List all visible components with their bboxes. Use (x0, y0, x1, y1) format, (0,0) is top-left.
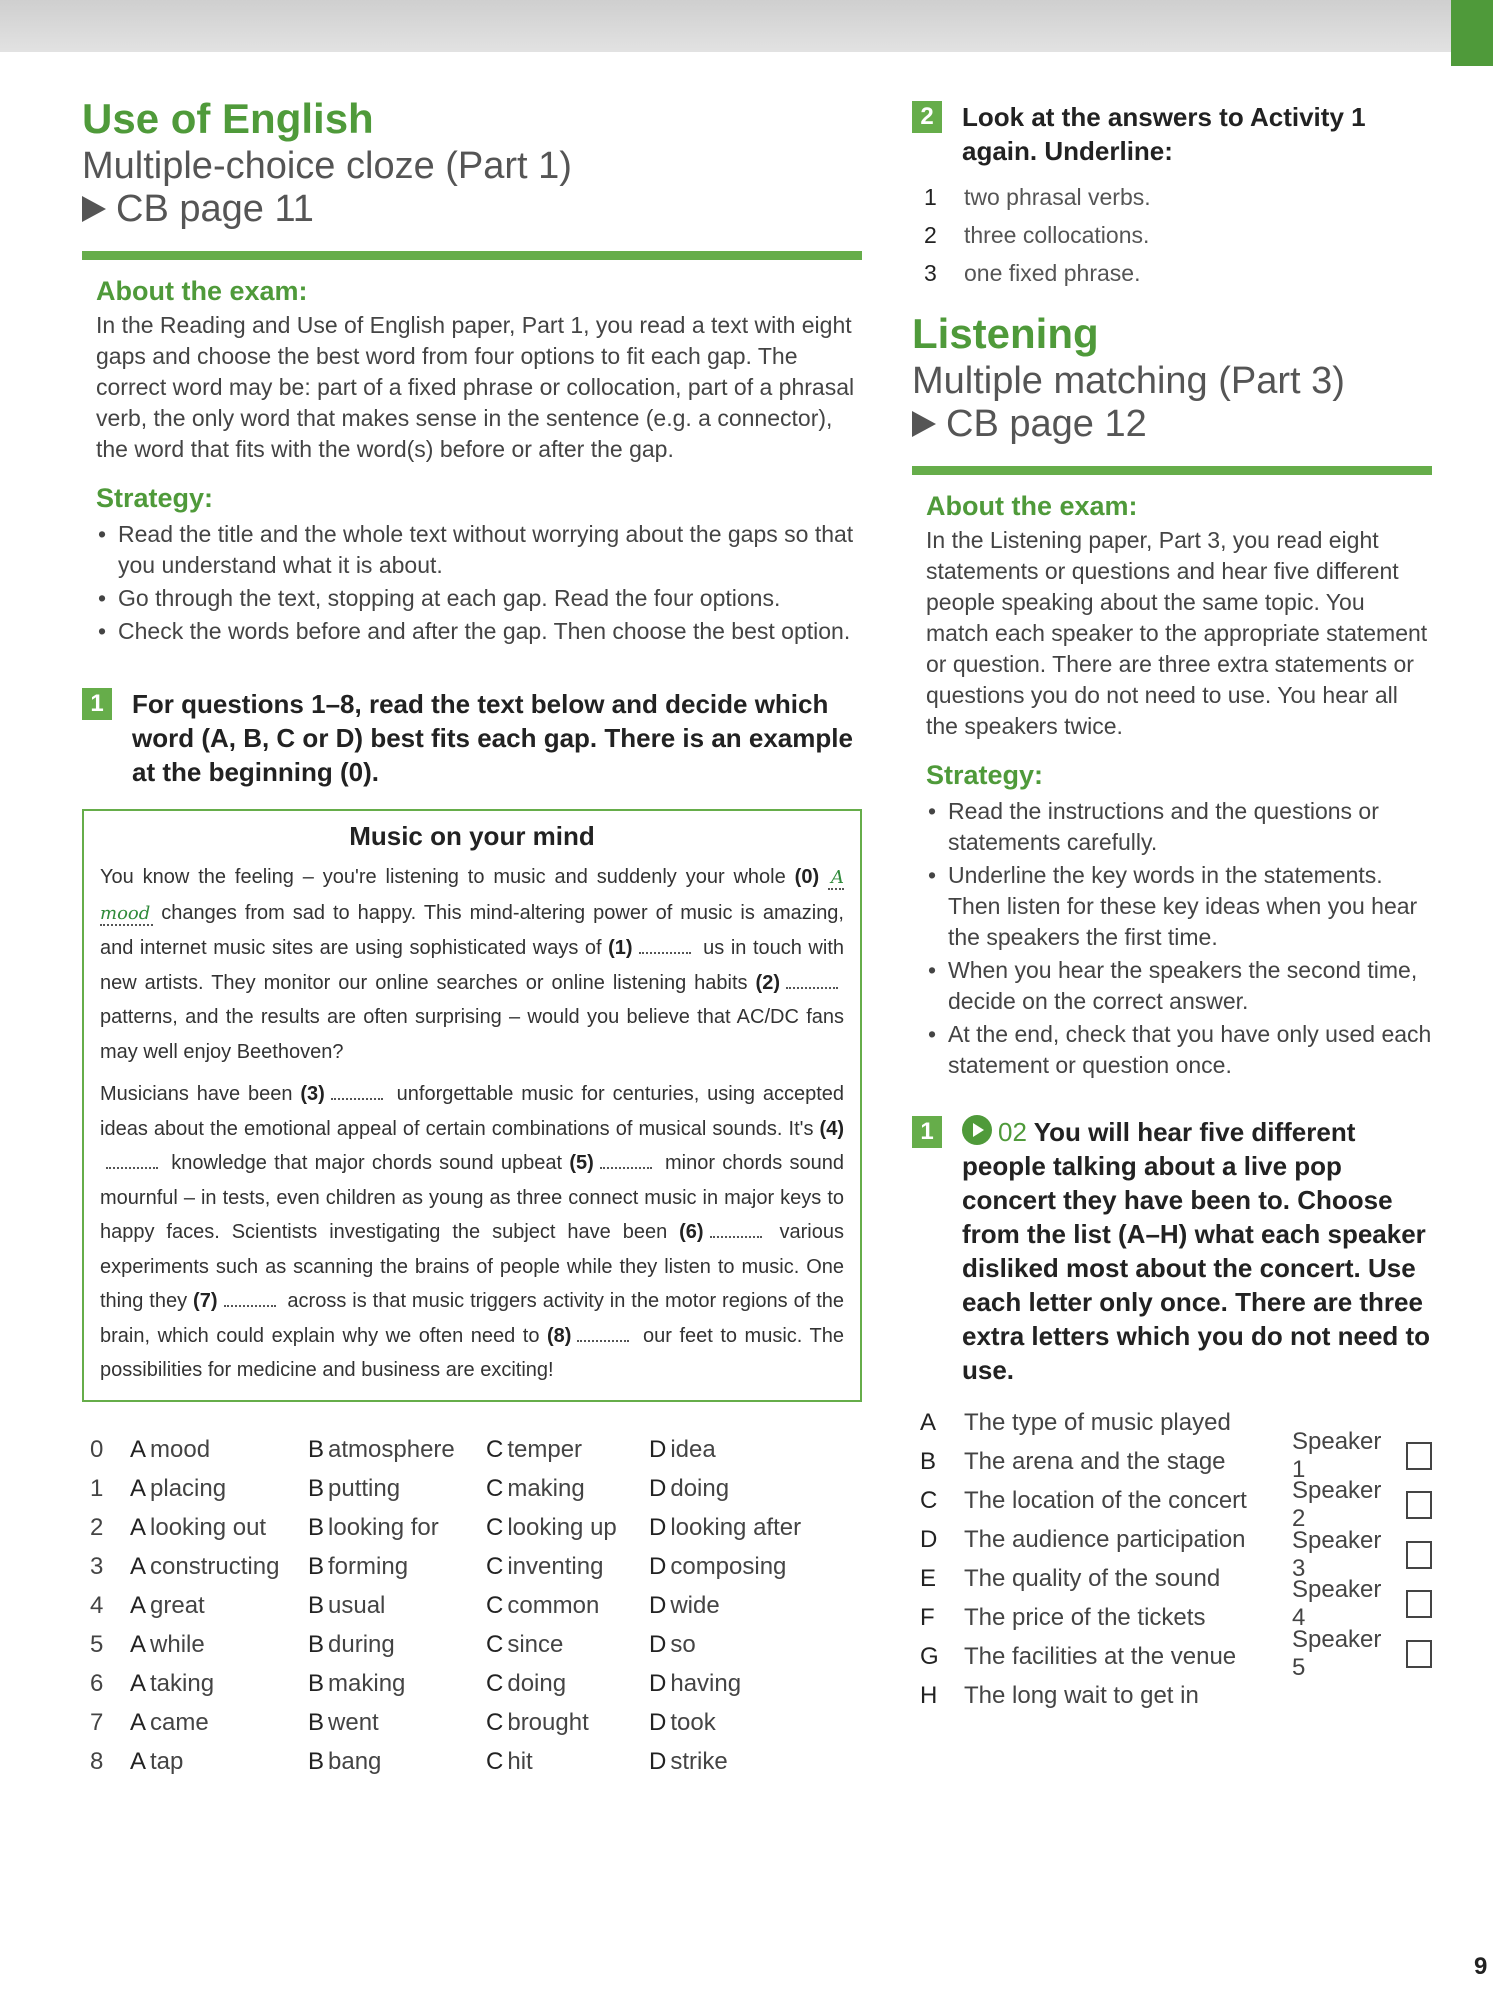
option-d[interactable] (649, 1586, 801, 1625)
speaker-label: Speaker 1 (1292, 1427, 1382, 1483)
item-number: 2 (924, 222, 937, 248)
option-d[interactable] (649, 1664, 801, 1703)
option-word: putting (328, 1474, 401, 1502)
option-letter: B (308, 1591, 325, 1619)
text-run: changes from sad to happy. This mind-altering power of music is amazing, and internet music sites are using sophisticated ways of (100, 901, 844, 959)
matching-area (912, 1403, 1432, 1715)
text-run: us in touch with new artists. They monitor our online searches or online listening habits (100, 937, 844, 994)
reading-text-box (82, 809, 862, 1402)
option-letter: A (130, 1435, 147, 1463)
option-b[interactable] (308, 1430, 486, 1469)
option-letter: B (308, 1474, 325, 1502)
bullet-icon: • (98, 521, 107, 547)
option-letter: A (130, 1513, 147, 1541)
list-item (924, 178, 1432, 216)
option-a[interactable] (130, 1508, 308, 1547)
coursebook-page: CB page 12 (946, 403, 1147, 445)
option-a[interactable] (130, 1625, 308, 1664)
option-letter: C (486, 1669, 504, 1697)
option-d[interactable] (649, 1547, 801, 1586)
answer-checkbox[interactable] (1406, 1442, 1432, 1470)
bullet-icon: • (98, 618, 107, 644)
option-c[interactable] (486, 1742, 649, 1781)
speaker-label: Speaker 2 (1292, 1477, 1382, 1533)
option-word: placing (150, 1474, 227, 1502)
strategy-item (96, 519, 862, 581)
about-exam-heading: About the exam: (926, 491, 1138, 521)
option-word: constructing (150, 1552, 280, 1580)
speaker-row (1292, 1477, 1432, 1533)
listening-instruction-text: You will hear five different people talking about a live pop concert they have been to. Choose from the list (A–H) what each speaker disliked most about the concert. Use each letter only once. There are three extra letters which you do not need to use. (962, 1117, 1431, 1385)
option-letter: B (308, 1630, 325, 1658)
option-d[interactable] (649, 1625, 801, 1664)
option-b[interactable] (308, 1742, 486, 1781)
speaker-label: Speaker 3 (1292, 1526, 1382, 1582)
question-number: 8 (90, 1747, 104, 1775)
chapter-tab (1451, 0, 1493, 66)
option-letter: D (649, 1474, 667, 1502)
option-a[interactable] (130, 1703, 308, 1742)
option-row (90, 1547, 801, 1586)
statement-letter: C (920, 1487, 938, 1514)
coursebook-page: CB page 11 (116, 188, 314, 230)
option-word: hit (507, 1747, 533, 1775)
option-c[interactable] (486, 1508, 649, 1547)
gap-number: (4) (819, 1117, 844, 1140)
gap-blank[interactable] (786, 973, 838, 989)
gap-blank[interactable] (600, 1153, 652, 1169)
triangle-arrow-icon (912, 411, 936, 437)
gap-number: (6) (679, 1221, 704, 1243)
option-letter: D (649, 1708, 667, 1736)
item-text: three collocations. (964, 222, 1150, 248)
option-b[interactable] (308, 1703, 486, 1742)
strategy-list (926, 796, 1432, 1081)
gap-number: (8) (547, 1324, 572, 1347)
option-letter: D (649, 1669, 667, 1697)
option-c[interactable] (486, 1703, 649, 1742)
text-run: unforgettable music for centuries, using accepted ideas about the emotional appeal of certain combinations of musical sounds. It's (100, 1083, 844, 1140)
item-number: 3 (924, 260, 937, 286)
option-word: looking for (328, 1513, 439, 1541)
option-word: common (507, 1591, 600, 1619)
speaker-label: Speaker 4 (1292, 1576, 1382, 1632)
statement-item (912, 1676, 1432, 1715)
strategy-item-text: Read the instructions and the questions or statements carefully. (948, 798, 1379, 855)
activity-instruction: Look at the answers to Activity 1 again. Underline: (962, 102, 1366, 166)
example-answer: A mood (100, 867, 845, 924)
page-number: 9 (1474, 1953, 1488, 1980)
text-run: across is that music triggers activity in the motor regions of the brain, which could explain why we often need to (100, 1290, 844, 1347)
text-run: various experiments such as scanning the brains of people while they listen to music. One thing they (100, 1221, 845, 1312)
option-a[interactable] (130, 1547, 308, 1586)
question-number: 6 (90, 1669, 104, 1697)
answer-options-table (90, 1430, 801, 1781)
section-title: Use of English (82, 95, 374, 142)
item-text: two phrasal verbs. (964, 184, 1151, 210)
option-word: great (150, 1591, 205, 1619)
option-a[interactable] (130, 1469, 308, 1508)
statement-letter: B (920, 1448, 937, 1475)
option-word: doing (507, 1669, 567, 1697)
text-run: our feet to music. The possibilities for medicine and business are exciting! (100, 1324, 844, 1381)
option-word: strike (670, 1747, 728, 1775)
option-letter: A (130, 1474, 147, 1502)
section-title: Listening (912, 310, 1099, 357)
option-letter: C (486, 1747, 504, 1775)
option-a[interactable] (130, 1430, 308, 1469)
bullet-icon: • (928, 957, 937, 983)
gap-blank[interactable] (710, 1222, 762, 1238)
item-text: one fixed phrase. (964, 260, 1141, 286)
statement-letter: H (920, 1682, 938, 1709)
answer-checkbox[interactable] (1406, 1590, 1432, 1618)
option-word: wide (670, 1591, 720, 1619)
option-word: while (150, 1630, 205, 1658)
option-letter: B (308, 1669, 325, 1697)
option-a[interactable] (130, 1586, 308, 1625)
answer-checkbox[interactable] (1406, 1491, 1432, 1519)
statement-text: The long wait to get in (964, 1682, 1199, 1709)
option-letter: C (486, 1591, 504, 1619)
option-letter: A (130, 1591, 147, 1619)
strategy-item-text: When you hear the speakers the second time, decide on the correct answer. (948, 957, 1418, 1014)
strategy-item (926, 796, 1432, 858)
option-word: temper (507, 1435, 583, 1463)
listening-activity-1-header (912, 1115, 1432, 1387)
question-number: 0 (90, 1435, 104, 1463)
option-row (90, 1703, 801, 1742)
question-number: 2 (90, 1513, 104, 1541)
text-title: Music on your mind (349, 821, 595, 851)
statement-text: The type of music played (964, 1409, 1231, 1436)
option-d[interactable] (649, 1742, 801, 1781)
gap-number: (5) (569, 1152, 594, 1174)
statement-text: The facilities at the venue (964, 1643, 1237, 1670)
underline-list (924, 178, 1432, 292)
option-letter: B (308, 1552, 325, 1580)
strategy-item (96, 583, 862, 614)
activity-1-header (82, 687, 862, 789)
option-word: came (150, 1708, 209, 1736)
strategy-item (926, 860, 1432, 953)
bullet-icon: • (928, 862, 937, 888)
option-b[interactable] (308, 1664, 486, 1703)
bullet-icon: • (98, 585, 107, 611)
question-number: 5 (90, 1630, 104, 1658)
statement-letter: G (920, 1643, 939, 1670)
answer-checkbox[interactable] (1406, 1640, 1432, 1668)
option-word: mood (150, 1435, 211, 1463)
option-word: inventing (507, 1552, 604, 1580)
speaker-answer-boxes (1292, 1427, 1432, 1681)
option-letter: A (130, 1747, 147, 1775)
option-letter: C (486, 1513, 504, 1541)
option-b[interactable] (308, 1508, 486, 1547)
option-letter: A (130, 1669, 147, 1697)
gap-blank[interactable] (331, 1084, 383, 1100)
option-letter: C (486, 1474, 504, 1502)
strategy-item-text: Check the words before and after the gap. Then choose the best option. (118, 618, 851, 644)
option-row (90, 1430, 801, 1469)
option-word: looking out (150, 1513, 267, 1541)
option-row (90, 1508, 801, 1547)
triangle-arrow-icon (82, 196, 106, 222)
activity-instruction: For questions 1–8, read the text below and decide which word (A, B, C or D) best fits each gap. There is an example at the beginning (0). (132, 689, 853, 787)
option-letter: D (649, 1630, 667, 1658)
option-word: tap (150, 1747, 184, 1775)
strategy-item (926, 955, 1432, 1017)
statement-text: The quality of the sound (964, 1565, 1221, 1592)
option-c[interactable] (486, 1469, 649, 1508)
coursebook-reference (82, 187, 862, 231)
option-letter: D (649, 1747, 667, 1775)
text-run: knowledge that major chords sound upbeat (164, 1152, 570, 1174)
option-word: since (507, 1630, 564, 1658)
strategy-item (926, 1019, 1432, 1081)
strategy-item-text: Go through the text, stopping at each gap. Read the four options. (118, 585, 781, 611)
use-of-english-column (82, 95, 862, 1781)
strategy-heading: Strategy: (926, 760, 1044, 790)
question-number: 1 (90, 1474, 104, 1502)
gap-number: (0) (794, 866, 820, 888)
option-letter: D (649, 1435, 667, 1463)
option-c[interactable] (486, 1664, 649, 1703)
option-b[interactable] (308, 1625, 486, 1664)
coursebook-reference (912, 402, 1432, 446)
statement-text: The location of the concert (964, 1487, 1247, 1514)
option-row (90, 1742, 801, 1781)
bullet-icon: • (928, 1021, 937, 1047)
option-word: usual (328, 1591, 386, 1619)
option-word: looking after (670, 1513, 802, 1541)
listening-column (912, 100, 1432, 1715)
option-b[interactable] (308, 1547, 486, 1586)
strategy-item (96, 616, 862, 647)
option-word: having (670, 1669, 742, 1697)
text-paragraph-1 (100, 860, 844, 1069)
option-word: doing (670, 1474, 730, 1502)
gap-number: (3) (300, 1083, 325, 1105)
speaker-row (1292, 1526, 1432, 1582)
gap-blank[interactable] (577, 1326, 629, 1342)
gap-blank[interactable] (224, 1291, 276, 1307)
option-word: took (670, 1708, 716, 1736)
scan-top-edge (0, 0, 1493, 52)
option-c[interactable] (486, 1625, 649, 1664)
answer-checkbox[interactable] (1406, 1541, 1432, 1569)
option-a[interactable] (130, 1742, 308, 1781)
option-letter: B (308, 1435, 325, 1463)
option-word: went (328, 1708, 379, 1736)
activity-number-badge: 1 (912, 1116, 942, 1148)
option-word: so (670, 1630, 696, 1658)
speaker-label: Speaker 5 (1292, 1625, 1382, 1681)
list-item (924, 216, 1432, 254)
question-number: 3 (90, 1552, 104, 1580)
option-row (90, 1664, 801, 1703)
option-word: making (328, 1669, 406, 1697)
option-letter: C (486, 1630, 504, 1658)
text-run: Musicians have been (100, 1083, 301, 1105)
option-word: taking (150, 1669, 215, 1697)
statement-letter: E (920, 1565, 937, 1592)
option-letter: B (308, 1708, 325, 1736)
question-number: 4 (90, 1591, 104, 1619)
strategy-item-text: At the end, check that you have only used each statement or question once. (948, 1021, 1432, 1078)
strategy-item-text: Underline the key words in the statements. Then listen for these key ideas when you hear the speakers the first time. (948, 862, 1418, 950)
strategy-item-text: Read the title and the whole text without worrying about the gaps so that you understand what it is about. (118, 521, 854, 578)
gap-number: (7) (193, 1290, 218, 1312)
option-word: brought (507, 1708, 589, 1736)
speaker-row (1292, 1576, 1432, 1632)
text-run: patterns, and the results are often surprising – would you believe that AC/DC fans may well enjoy Beethoven? (100, 1006, 844, 1063)
option-letter: A (130, 1630, 147, 1658)
statement-letter: D (920, 1526, 938, 1553)
option-word: composing (670, 1552, 787, 1580)
section-subtitle: Multiple matching (Part 3) (912, 360, 1345, 402)
gap-blank[interactable] (639, 938, 691, 954)
option-letter: C (486, 1552, 504, 1580)
section-divider (912, 466, 1432, 475)
activity-instruction (962, 1115, 1432, 1387)
option-word: atmosphere (328, 1435, 455, 1463)
bullet-icon: • (928, 798, 937, 824)
track-number: 02 (998, 1117, 1027, 1147)
text-run: You know the feeling – you're listening to music and suddenly your whole (100, 866, 795, 888)
option-row (90, 1469, 801, 1508)
option-letter: B (308, 1513, 325, 1541)
option-letter: D (649, 1591, 667, 1619)
option-letter: B (308, 1747, 325, 1775)
option-c[interactable] (486, 1586, 649, 1625)
statement-letter: F (920, 1604, 935, 1631)
option-word: forming (328, 1552, 409, 1580)
speaker-row (1292, 1625, 1432, 1681)
option-d[interactable] (649, 1703, 801, 1742)
list-item (924, 254, 1432, 292)
statement-text: The audience participation (964, 1526, 1246, 1553)
option-d[interactable] (649, 1469, 801, 1508)
option-word: idea (670, 1435, 716, 1463)
option-word: making (507, 1474, 585, 1502)
option-letter: D (649, 1513, 667, 1541)
section-subtitle: Multiple-choice cloze (Part 1) (82, 145, 572, 187)
section-divider (82, 251, 862, 260)
gap-number: (1) (608, 937, 633, 959)
audio-play-icon[interactable] (962, 1115, 992, 1145)
option-row (90, 1625, 801, 1664)
option-letter: C (486, 1435, 504, 1463)
option-b[interactable] (308, 1586, 486, 1625)
gap-number: (2) (755, 971, 780, 994)
strategy-heading: Strategy: (96, 483, 214, 513)
option-letter: A (130, 1552, 147, 1580)
activity-number-badge: 1 (82, 688, 112, 720)
option-c[interactable] (486, 1430, 649, 1469)
activity-2-header (912, 100, 1432, 168)
option-letter: A (130, 1708, 147, 1736)
statement-text: The arena and the stage (964, 1448, 1226, 1475)
statement-text: The price of the tickets (964, 1604, 1206, 1631)
speaker-row (1292, 1427, 1432, 1483)
about-exam-text: In the Listening paper, Part 3, you read eight statements or questions and hear five different people speaking about the same topic. You match each speaker to the appropriate statement or question. There are three extra statements or questions you do not need to use. You hear all the speakers twice. (926, 527, 1428, 739)
statement-letter: A (920, 1409, 937, 1436)
text-run: minor chords sound mournful – in tests, even children as young as three connect music in major keys to happy faces. Scientists investigating the subject have been (100, 1152, 844, 1243)
option-letter: C (486, 1708, 504, 1736)
strategy-list (96, 519, 862, 647)
option-letter: D (649, 1552, 667, 1580)
option-b[interactable] (308, 1469, 486, 1508)
option-c[interactable] (486, 1547, 649, 1586)
option-word: looking up (507, 1513, 617, 1541)
about-exam-text: In the Reading and Use of English paper, Part 1, you read a text with eight gaps and choose the best word from four options to fit each gap. The correct word may be: part of a fixed phrase or collocation, part of a phrasal verb, the only word that makes sense in the sentence (e.g. a connector), the word that fits with the word(s) before or after the gap. (96, 312, 855, 462)
option-word: bang (328, 1747, 382, 1775)
option-d[interactable] (649, 1430, 801, 1469)
gap-blank[interactable] (106, 1153, 158, 1169)
option-row (90, 1586, 801, 1625)
about-exam-heading: About the exam: (96, 276, 308, 306)
option-a[interactable] (130, 1664, 308, 1703)
text-paragraph-2 (100, 1077, 844, 1388)
question-number: 7 (90, 1708, 104, 1736)
item-number: 1 (924, 184, 937, 210)
option-d[interactable] (649, 1508, 801, 1547)
activity-number-badge: 2 (912, 101, 942, 133)
option-word: during (328, 1630, 395, 1658)
